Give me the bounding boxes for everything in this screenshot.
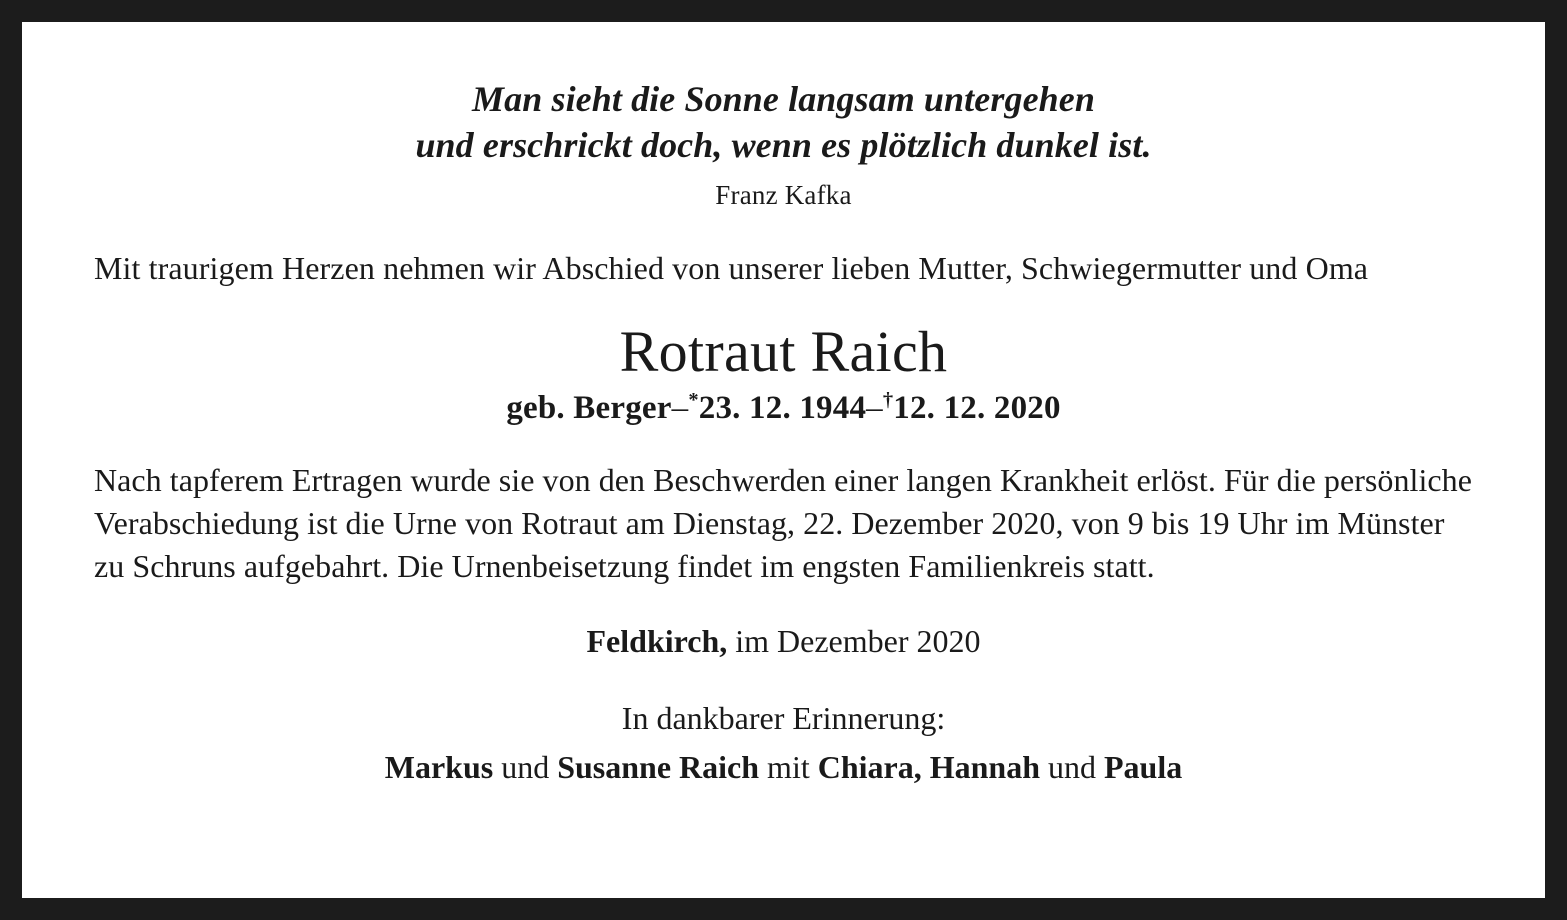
conjunction-3: und [1040, 749, 1104, 786]
quote-line-2: und erschrickt doch, wenn es plötzlich dunkel ist. [415, 125, 1152, 166]
quote-author: Franz Kafka [715, 180, 852, 211]
notice-month: im Dezember 2020 [727, 623, 981, 660]
place-and-date [94, 623, 1473, 660]
survivors-list [94, 749, 1473, 786]
birth-date: 23. 12. 1944 [698, 389, 867, 426]
quote-block [94, 76, 1473, 168]
body-text: Nach tapferem Ertragen wurde sie von den Beschwerden einer langen Krankheit erlöst. Für die persönliche Verabschiedung ist die Urne von Rotraut am Dienstag, 22. Dezember 2020, von 9 bis 19 Uhr im Münster zu Schruns aufgebahrt. Die Urnenbeisetzung findet im engsten Familienkreis statt. [94, 461, 1472, 584]
survivor-paula: Paula [1104, 749, 1183, 786]
survivor-susanne-raich: Susanne Raich [557, 749, 760, 786]
memory-heading: In dankbarer Erinnerung: [621, 700, 946, 737]
conjunction-2: mit [759, 749, 818, 786]
maiden-name: geb. Berger [506, 389, 672, 426]
survivors-chiara-hannah: Chiara, Hannah [817, 749, 1040, 786]
death-date: 12. 12. 2020 [893, 389, 1061, 426]
birth-symbol: * [688, 388, 699, 411]
conjunction-1: und [493, 749, 558, 786]
place-name: Feldkirch, [586, 623, 728, 660]
obituary-card [22, 22, 1545, 898]
survivor-markus: Markus [384, 749, 494, 786]
quote-line-1: Man sieht die Sonne langsam untergehen [472, 79, 1095, 119]
dash-1: – [671, 389, 689, 426]
death-symbol: † [882, 388, 894, 411]
deceased-name: Rotraut Raich [619, 319, 948, 385]
dash-2: – [866, 389, 883, 426]
life-dates [94, 390, 1473, 427]
intro-text: Mit traurigem Herzen nehmen wir Abschied von unserer lieben Mutter, Schwiegermutter und Oma [94, 250, 1369, 287]
